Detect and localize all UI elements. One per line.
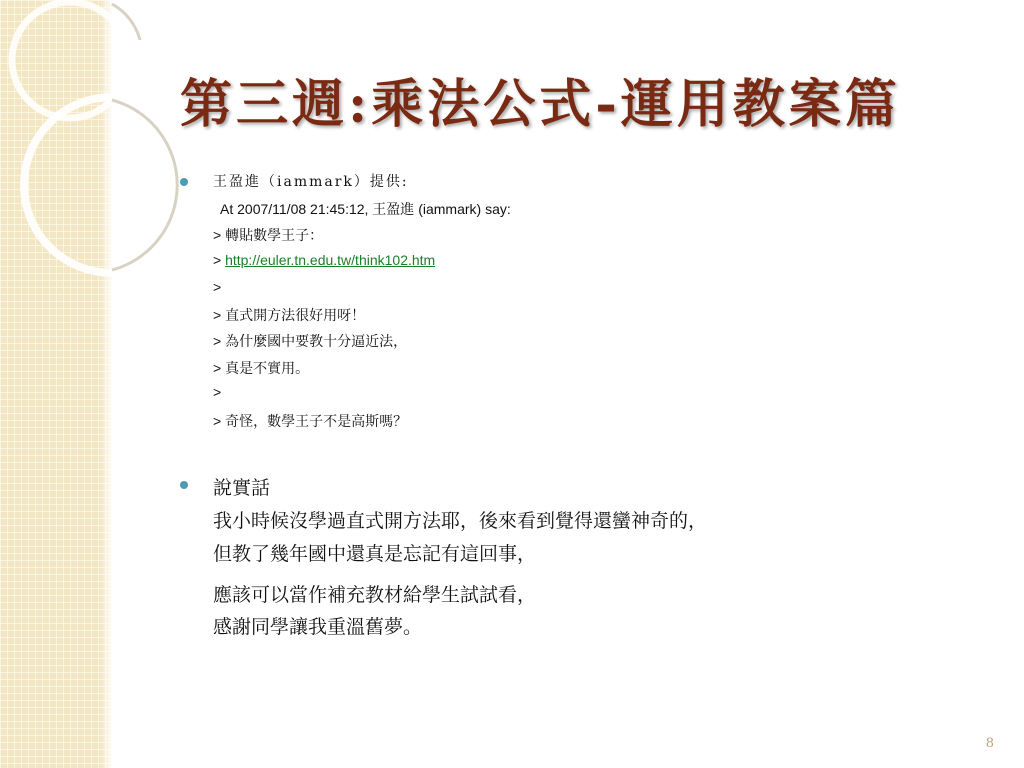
quote-line: > <box>213 384 222 400</box>
quote-link-line <box>213 252 435 268</box>
comment-line: 說實話 <box>213 478 271 499</box>
decorative-circles <box>0 0 112 320</box>
quote-header: 王盈進（iammark）提供: <box>213 174 409 190</box>
decorative-side-panel <box>0 0 112 768</box>
comment-line: 但教了幾年國中還真是忘記有這回事， <box>213 544 537 565</box>
think102-link[interactable]: http://euler.tn.edu.tw/think102.htm <box>225 252 436 268</box>
quote-line: > 為什麼國中要教十分逼近法， <box>213 333 408 349</box>
quote-prefix: > <box>213 252 226 268</box>
quote-line: > 轉貼數學王子： <box>213 227 324 243</box>
bullet-marker <box>180 481 188 489</box>
bullet-marker <box>180 178 188 186</box>
comment-line: 我小時候沒學過直式開方法耶，後來看到覺得還蠻神奇的， <box>213 511 708 532</box>
decorative-arcs <box>100 0 180 320</box>
quote-line: At 2007/11/08 21:45:12, 王盈進 (iammark) say: <box>220 201 511 217</box>
slide-title: 第三週:乘法公式-運用教案篇 <box>180 74 901 135</box>
comment-line: 應該可以當作補充教材給學生試試看， <box>213 585 537 606</box>
comment-line: 感謝同學讓我重溫舊夢。 <box>213 617 423 638</box>
quote-line: > <box>213 279 222 295</box>
page-number: 8 <box>985 736 994 751</box>
quote-line: > 奇怪，數學王子不是高斯嗎？ <box>213 413 408 429</box>
quote-line: > 直式開方法很好用呀！ <box>213 307 366 323</box>
quote-line: > 真是不實用。 <box>213 360 310 376</box>
